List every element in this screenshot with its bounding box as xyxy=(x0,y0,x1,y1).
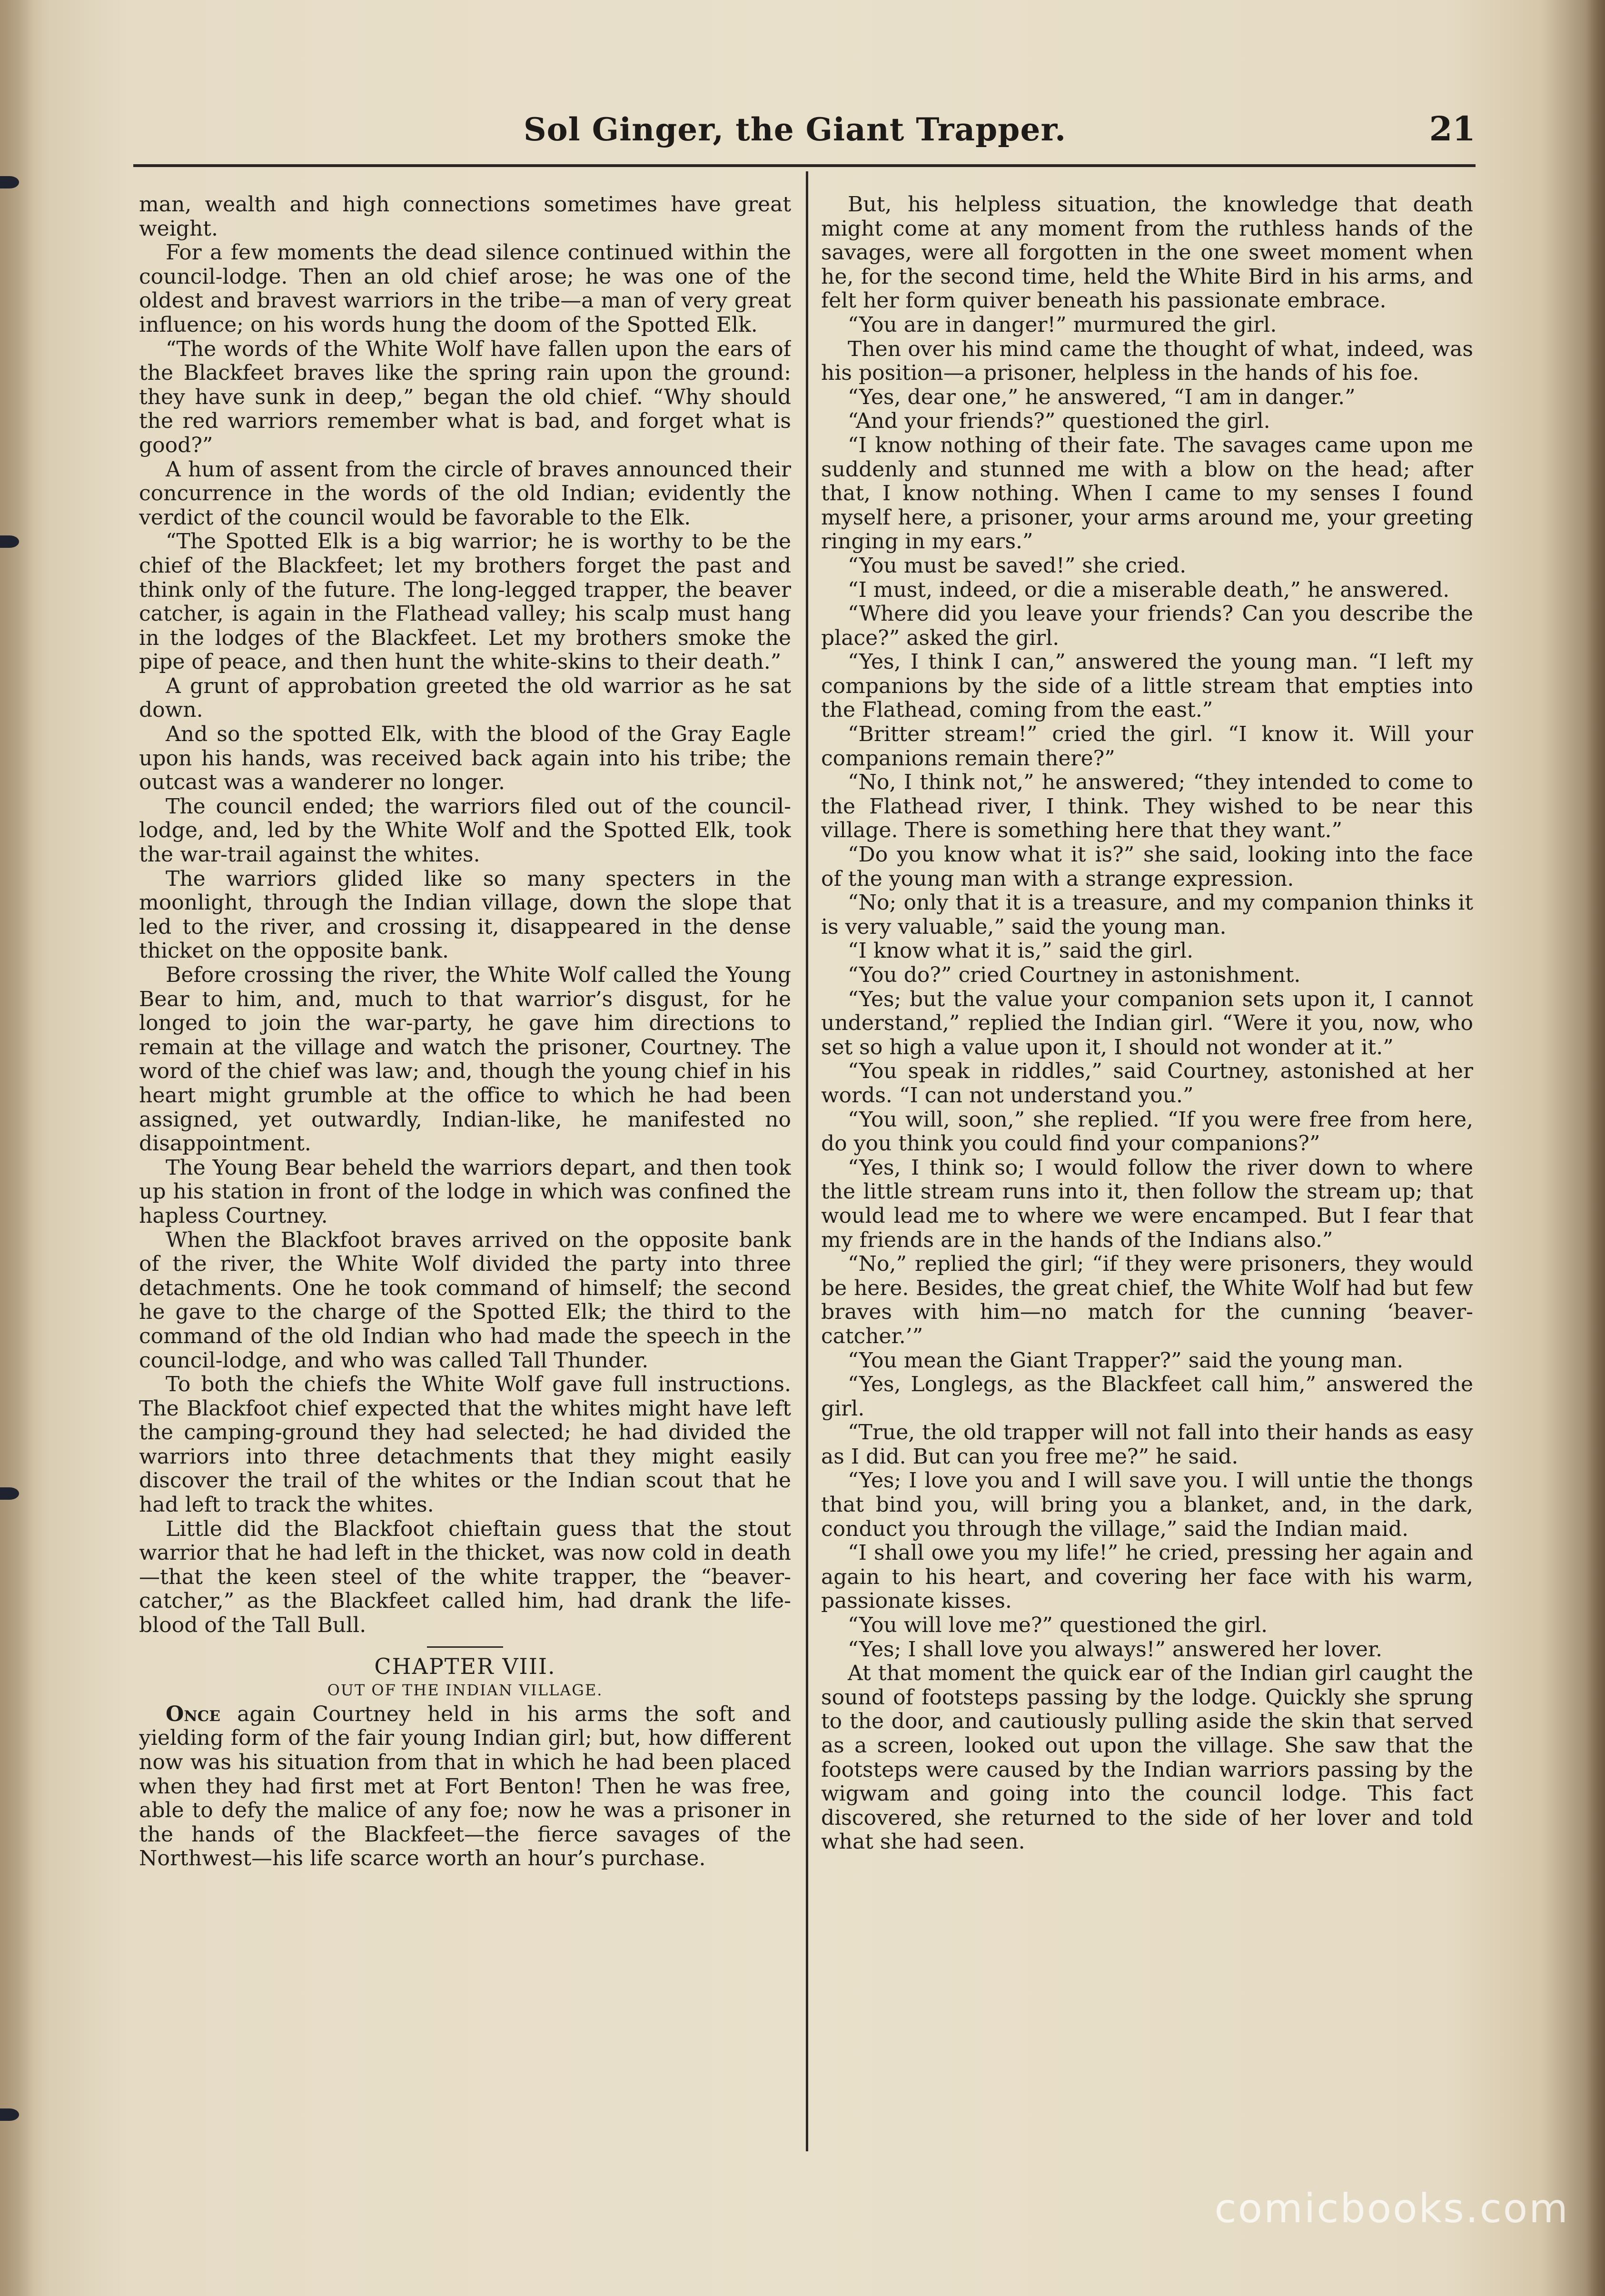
paragraph: The Young Bear beheld the warriors depart, and then took up his station in front of the lodge in which was confined the hapless Courtney. xyxy=(139,1155,791,1228)
column-divider xyxy=(806,171,808,2151)
paragraph: A grunt of approbation greeted the old warrior as he sat down. xyxy=(139,673,791,722)
chapter-subtitle: OUT OF THE INDIAN VILLAGE. xyxy=(327,1681,603,1700)
paragraph: “I must, indeed, or die a miserable death,” he answered. xyxy=(848,577,1450,602)
chapter-separator xyxy=(427,1646,503,1648)
paragraph: “And your friends?” questioned the girl. xyxy=(848,409,1270,434)
page-header xyxy=(133,102,1476,155)
paragraph: “You mean the Giant Trapper?” said the young man. xyxy=(848,1348,1404,1373)
paragraph: The warriors glided like so many specters in the moonlight, through the Indian village, down the slope that led to the river, and crossing it, disappeared in the dense thicket on the opposite bank. xyxy=(139,866,791,963)
paragraph: “Yes, I think I can,” answered the young man. “I left my companions by the side of a little stream that empties into the Flathead, coming from the east.” xyxy=(821,650,1473,722)
right-text-column xyxy=(821,193,1473,2182)
paragraph: And so the spotted Elk, with the blood of the Gray Eagle upon his hands, was received back again into his tribe; the outcast was a wanderer no longer. xyxy=(139,722,791,795)
paragraph: A hum of assent from the circle of braves announced their concurrence in the words of the old Indian; evidently the verdict of the council would be favorable to the Elk. xyxy=(139,457,791,530)
paragraph: “You speak in riddles,” said Courtney, astonished at her words. “I can not understand you.” xyxy=(821,1059,1473,1108)
paragraph: “I shall owe you my life!” he cried, pressing her again and again to his heart, and covering her face with his warm, passionate kisses. xyxy=(821,1541,1473,1613)
paragraph: “Yes; I shall love you always!” answered her lover. xyxy=(848,1637,1383,1662)
paragraph: “Do you know what it is?” she said, looking into the face of the young man with a strange expression. xyxy=(821,842,1473,891)
paragraph: To both the chiefs the White Wolf gave full instructions. The Blackfoot chief expected that the whites might have left the camping-ground they had selected; he had divided the warriors into three detachments that they might easily discover the trail of the whites or the Indian scout that he had left to track the whites. xyxy=(139,1372,791,1517)
paragraph: “I know nothing of their fate. The savages came upon me suddenly and stunned me with a blow on the head; after that, I know nothing. When I came to my senses I found myself here, a prisoner, your arms around me, your greeting ringing in my ears.” xyxy=(821,433,1473,554)
site-watermark: comicbooks.com xyxy=(1214,2185,1569,2232)
paragraph: “True, the old trapper will not fall into their hands as easy as I did. But can you free me?” he said. xyxy=(821,1420,1473,1469)
binding-stitch-mark xyxy=(0,176,19,188)
paragraph: “Britter stream!” cried the girl. “I know it. Will your companions remain there?” xyxy=(821,722,1473,771)
paragraph: Then over his mind came the thought of what, indeed, was his position—a prisoner, helpless in the hands of his foe. xyxy=(821,336,1473,386)
paragraph: “The words of the White Wolf have fallen upon the ears of the Blackfeet braves like the spring rain upon the ground: they have sunk in deep,” began the old chief. “Why should the red warriors remember what is bad, and forget what is good?” xyxy=(139,336,791,457)
paragraph: “Yes; but the value your companion sets upon it, I cannot understand,” replied the Indian girl. “Were it you, now, who set so high a value upon it, I should not wonder at it.” xyxy=(821,987,1473,1059)
chapter-opening-paragraph xyxy=(139,1702,791,1871)
paragraph: The council ended; the warriors filed out of the council-lodge, and, led by the White Wolf and the Spotted Elk, took the war-trail against the whites. xyxy=(139,794,791,867)
paragraph: “You will love me?” questioned the girl. xyxy=(848,1613,1268,1638)
paragraph: “I know what it is,” said the girl. xyxy=(848,939,1194,963)
paragraph: “You are in danger!” murmured the girl. xyxy=(848,312,1277,337)
binding-stitch-mark xyxy=(0,535,19,548)
paragraph: “Yes, Longlegs, as the Blackfeet call him,” answered the girl. xyxy=(821,1372,1473,1421)
paragraph: At that moment the quick ear of the Indian girl caught the sound of footsteps passing by the lodge. Quickly she sprung to the door, and cautiously pulling aside the skin that served as a screen, looked out upon the village. She saw that the footsteps were caused by the Indian warriors passing by the wigwam and going into the council lodge. This fact discovered, she returned to the side of her lover and told what she had seen. xyxy=(821,1661,1473,1854)
paragraph: Little did the Blackfoot chieftain guess that the stout warrior that he had left in the thicket, was now cold in death—that the keen steel of the white trapper, the “beaver-catcher,” as the Blackfeet called him, had drank the life-blood of the Tall Bull. xyxy=(139,1516,791,1638)
page-edge-shadow xyxy=(1586,0,1605,2296)
left-text-column xyxy=(139,193,791,2182)
paragraph: For a few moments the dead silence continued within the council-lodge. Then an old chief arose; he was one of the oldest and bravest warriors in the tribe—a man of very great influence; on his words hung the doom of the Spotted Elk. xyxy=(139,240,791,337)
paragraph: “Yes, I think so; I would follow the river down to where the little stream runs into it, then follow the stream up; that would lead me to where we were encamped. But I fear that my friends are in the hands of the Indians also.” xyxy=(821,1155,1473,1252)
paragraph: When the Blackfoot braves arrived on the opposite bank of the river, the White Wolf divided the party into three detachments. One he took command of himself; the second he gave to the charge of the Spotted Elk; the third to the command of the old Indian who had made the speech in the council-lodge, and who was called Tall Thunder. xyxy=(139,1227,791,1373)
binding-stitch-mark xyxy=(0,2108,19,2121)
paragraph: “Where did you leave your friends? Can you describe the place?” asked the girl. xyxy=(821,602,1473,650)
running-title: Sol Ginger, the Giant Trapper. xyxy=(524,111,1067,148)
paragraph: “Yes; I love you and I will save you. I will untie the thongs that bind you, will bring you a blanket, and, in the dark, conduct you through the village,” said the Indian maid. xyxy=(821,1468,1473,1541)
binding-shadow xyxy=(0,0,33,2296)
header-rule xyxy=(133,164,1476,167)
opening-word: Once xyxy=(166,1702,220,1726)
chapter-title: CHAPTER VIII. xyxy=(374,1653,556,1679)
paragraph: But, his helpless situation, the knowledge that death might come at any moment from the ruthless hands of the savages, were all forgotten in the one sweet moment when he, for the second time, held the White Bird in his arms, and felt her form quiver beneath his passionate embrace. xyxy=(821,193,1473,313)
paragraph: “You will, soon,” she replied. “If you were free from here, do you think you could find your companions?” xyxy=(821,1107,1473,1156)
page-number: 21 xyxy=(1429,109,1476,148)
paragraph: “You must be saved!” she cried. xyxy=(848,553,1187,578)
paragraph: “No; only that it is a treasure, and my companion thinks it is very valuable,” said the young man. xyxy=(821,891,1473,939)
paragraph: “Yes, dear one,” he answered, “I am in danger.” xyxy=(848,385,1356,409)
paragraph: “You do?” cried Courtney in astonishment. xyxy=(848,963,1301,987)
paragraph: Before crossing the river, the White Wolf called the Young Bear to him, and, much to that warrior’s disgust, for he longed to join the war-party, he gave him directions to remain at the village and watch the prisoner, Courtney. The word of the chief was law; and, though the young chief in his heart might grumble at the office to which he had been assigned, yet outwardly, Indian-like, he manifested no disappointment. xyxy=(139,963,791,1156)
binding-stitch-mark xyxy=(0,1487,19,1500)
opening-text: again Courtney held in his arms the soft and yielding form of the fair young Indian girl; but, how different now was his situation from that in which he had been placed when they had first met at Fort Benton! Then he was free, able to defy the malice of any foe; now he was a prisoner in the hands of the Blackfeet—the fierce savages of the Northwest—his life scarce worth an hour’s purchase. xyxy=(139,1702,791,1871)
paragraph: “The Spotted Elk is a big warrior; he is worthy to be the chief of the Blackfeet; let my brothers forget the past and think only of the future. The long-legged trapper, the beaver catcher, is again in the Flathead valley; his scalp must hang in the lodges of the Blackfeet. Let my brothers smoke the pipe of peace, and then hunt the white-skins to their death.” xyxy=(139,529,791,674)
paragraph: “No,” replied the girl; “if they were prisoners, they would be here. Besides, the great chief, the White Wolf had but few braves with him—no match for the cunning ‘beaver-catcher.’” xyxy=(821,1252,1473,1348)
paragraph: man, wealth and high connections sometimes have great weight. xyxy=(139,193,791,241)
paragraph: “No, I think not,” he answered; “they intended to come to the Flathead river, I think. They wished to be near this village. There is something here that they want.” xyxy=(821,770,1473,843)
